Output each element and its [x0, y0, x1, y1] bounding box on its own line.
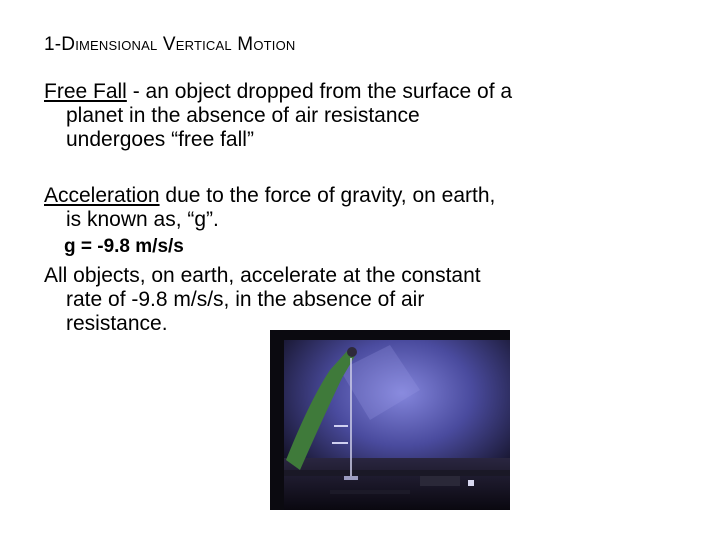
all-objects-line1: All objects, on earth, accelerate at the constant — [44, 264, 481, 287]
free-fall-line1: - an object dropped from the surface of a — [126, 80, 513, 103]
free-fall-term: Free Fall — [44, 80, 127, 103]
free-fall-video-frame[interactable] — [270, 330, 510, 510]
free-fall-demonstration-video — [270, 330, 510, 510]
free-fall-paragraph — [44, 80, 664, 152]
slide-title: 1-Dimensional Vertical Motion — [44, 34, 296, 55]
free-fall-line3: undergoes “free fall” — [66, 128, 254, 151]
acceleration-paragraph — [44, 184, 664, 232]
gravity-formula: g = -9.8 m/s/s — [64, 236, 184, 257]
all-objects-paragraph — [44, 264, 664, 336]
acceleration-line2: is known as, “g”. — [66, 208, 219, 231]
acceleration-line1: due to the force of gravity, on earth, — [159, 184, 496, 207]
free-fall-line2: planet in the absence of air resistance — [66, 104, 420, 127]
acceleration-term: Acceleration — [44, 184, 160, 207]
all-objects-line2: rate of -9.8 m/s/s, in the absence of air — [66, 288, 425, 311]
all-objects-line3: resistance. — [66, 312, 168, 335]
